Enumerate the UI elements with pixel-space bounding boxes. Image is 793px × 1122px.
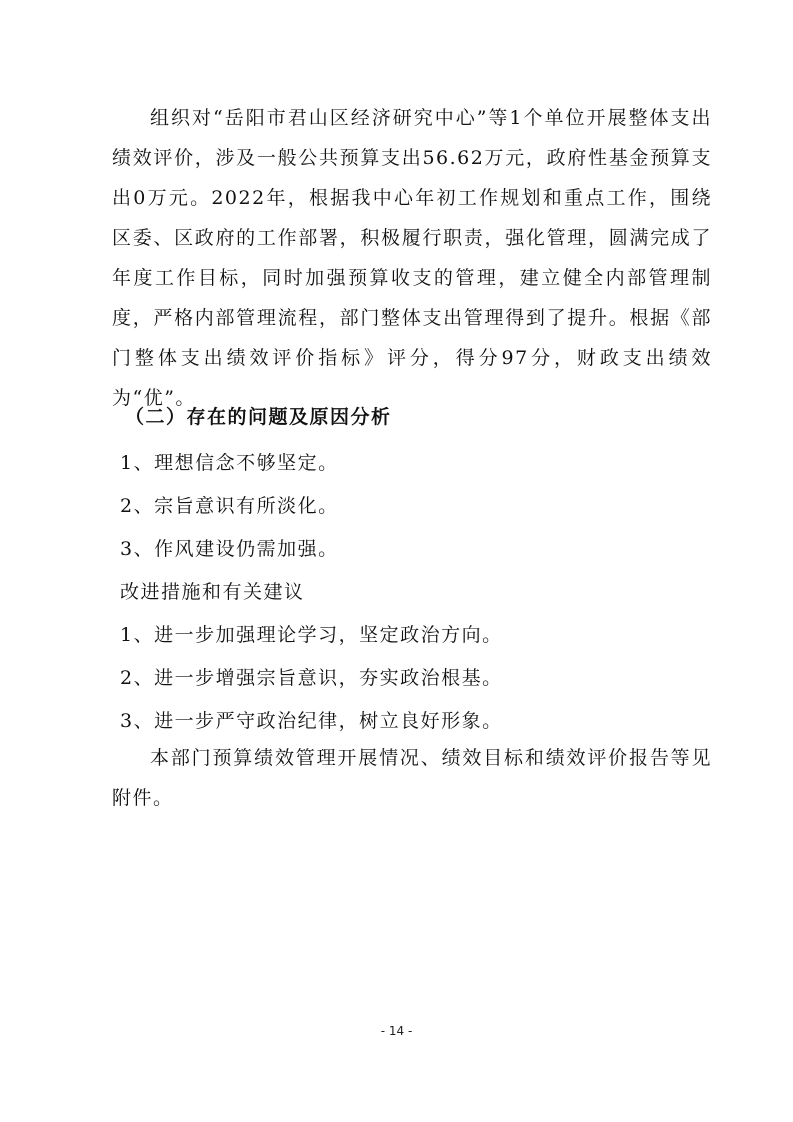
- measure-item-1: 1、进一步加强理论学习，坚定政治方向。: [120, 624, 503, 646]
- evaluation-summary-paragraph: [112, 98, 712, 418]
- measures-heading: 改进措施和有关建议: [120, 581, 305, 603]
- closing-paragraph-text: 本部门预算绩效管理开展情况、绩效目标和绩效评价报告等见附件。: [112, 747, 712, 809]
- problem-item-2: 2、宗旨意识有所淡化。: [120, 495, 339, 517]
- paragraph-text: 组织对“岳阳市君山区经济研究中心”等1个单位开展整体支出绩效评价，涉及一般公共预算支出56.62万元，政府性基金预算支出0万元。2022年，根据我中心年初工作规划和重点工作，围绕区委、区政府的工作部署，积极履行职责，强化管理，圆满完成了年度工作目标，同时加强预算收支的管理，建立健全内部管理制度，严格内部管理流程，部门整体支出管理得到了提升。根据《部门整体支出绩效评价指标》评分，得分97分，财政支出绩效为“优”。: [112, 107, 712, 409]
- measure-item-3: 3、进一步严守政治纪律，树立良好形象。: [120, 710, 503, 732]
- closing-paragraph: [112, 738, 712, 818]
- page-number: - 14 -: [380, 1024, 413, 1038]
- measure-item-2: 2、进一步增强宗旨意识，夯实政治根基。: [120, 667, 503, 689]
- section-heading: （二）存在的问题及原因分析: [125, 406, 392, 428]
- problem-item-1: 1、理想信念不够坚定。: [120, 452, 339, 474]
- problem-item-3: 3、作风建设仍需加强。: [120, 538, 339, 560]
